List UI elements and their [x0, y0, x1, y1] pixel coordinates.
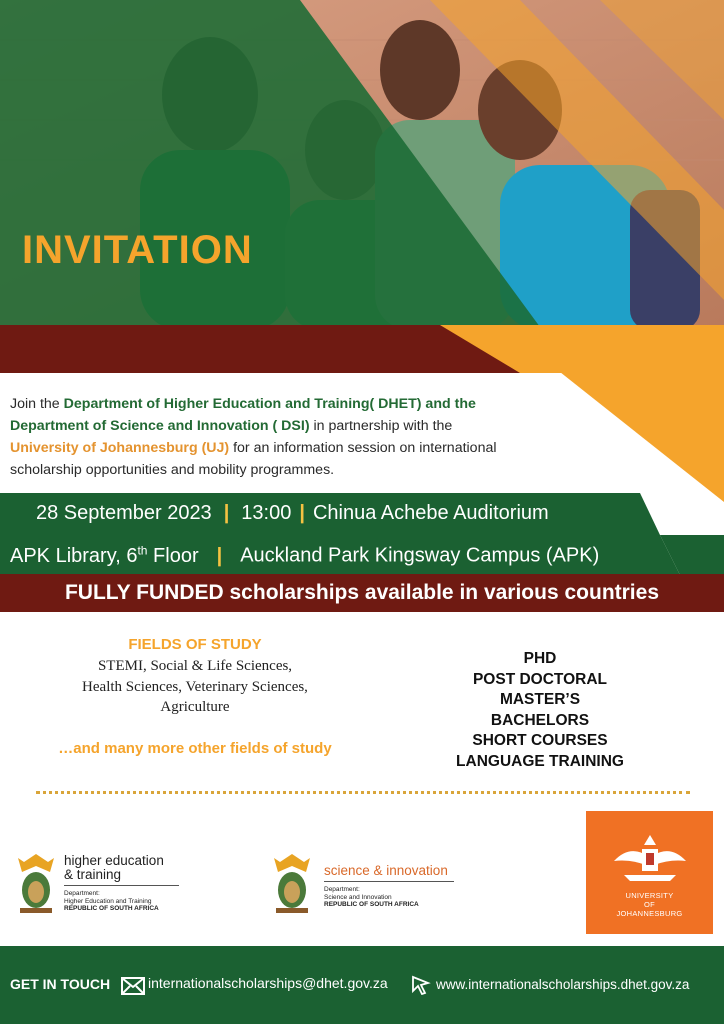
fields-title: FIELDS OF STUDY — [128, 636, 262, 653]
intro-paragraph: Join the Department of Higher Education and Training( DHET) and the Department of Science and Innovation ( DSI) in partnership with the University of Johannesburg (UJ) for an information session on international scholarship opportunities and mobility programmes. — [10, 396, 497, 478]
fields-list: STEMI, Social & Life Sciences, Health Sciences, Veterinary Sciences, Agriculture — [82, 658, 308, 715]
dsi-logo: science & innovation Department: Science and Innovation REPUBLIC OF SOUTH AFRICA — [270, 852, 460, 922]
website-link[interactable]: www.internationalscholarships.dhet.gov.za — [436, 977, 690, 992]
level-item: LANGUAGE TRAINING — [456, 752, 624, 770]
level-item: MASTER’S — [499, 691, 581, 708]
coat-of-arms-icon — [14, 852, 58, 916]
dotted-divider — [36, 791, 690, 794]
event-venue: Chinua Achebe Auditorium — [312, 502, 549, 524]
more-fields: …and many more other fields of study — [58, 740, 332, 757]
dsi-name: Department of Science and Innovation ( DSI) — [10, 418, 310, 434]
uj-logo: UNIVERSITY OF JOHANNESBURG — [586, 811, 713, 934]
invitation-title: INVITATION — [22, 228, 253, 272]
event-date-time-venue: 28 September 2023 | 13:00 | Chinua Achebe Auditorium — [36, 502, 549, 524]
event-date: 28 September 2023 — [36, 502, 212, 524]
level-item: PHD — [523, 650, 557, 667]
event-campus: Auckland Park Kingsway Campus (APK) — [240, 544, 600, 567]
uj-emblem-icon — [604, 831, 696, 887]
study-levels — [400, 649, 680, 772]
level-item: POST DOCTORAL — [472, 670, 608, 688]
divider-band — [0, 325, 724, 373]
level-item: BACHELORS — [490, 711, 590, 729]
event-room: APK Library, 6th Floor — [10, 543, 199, 567]
hero-photo-illustration — [0, 0, 724, 327]
dhet-logo: higher education & training Department: Higher Education and Training REPUBLIC OF SOUTH AFRICA — [14, 852, 184, 922]
event-location: APK Library, 6th Floor | Auckland Park Kingsway Campus (APK) — [10, 543, 600, 567]
coat-of-arms-icon — [270, 852, 314, 916]
uj-name: University of Johannesburg (UJ) — [10, 440, 230, 456]
dhet-name: Department of Higher Education and Training( DHET) and the — [63, 396, 476, 412]
get-in-touch-label: GET IN TOUCH — [10, 976, 111, 992]
hero-banner — [0, 0, 724, 327]
level-item: SHORT COURSES — [472, 732, 608, 749]
cursor-icon — [411, 975, 431, 995]
mail-icon — [121, 977, 145, 995]
funded-banner: FULLY FUNDED scholarships available in various countries — [0, 574, 724, 612]
orange-wedge — [560, 372, 724, 502]
event-time: 13:00 — [241, 502, 292, 524]
contact-email-link[interactable]: internationalscholarships@dhet.gov.za — [148, 975, 388, 991]
